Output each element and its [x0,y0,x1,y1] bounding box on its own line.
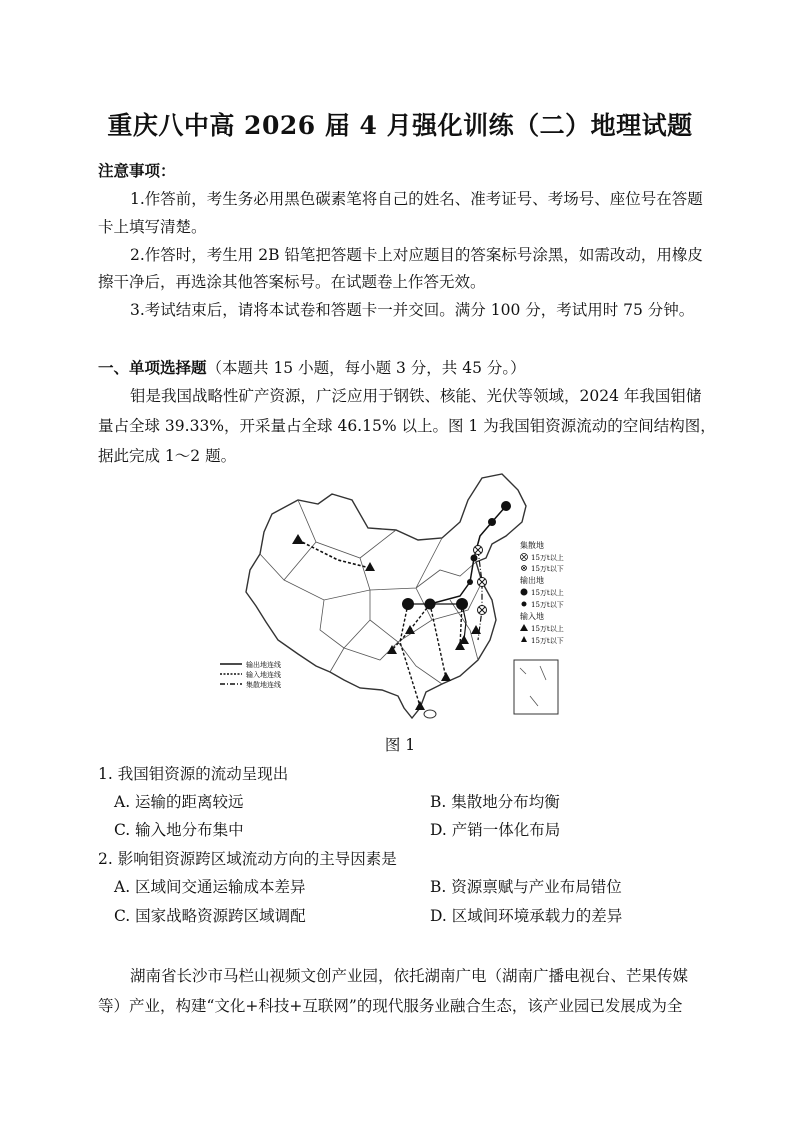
question-1-option-a: A. 运输的距离较远 [114,793,244,811]
legend-output-large: 15万t以上 [531,589,564,597]
section-heading [98,358,704,378]
map-svg [220,470,580,720]
notice-item-2-cont: 擦干净后，再选涂其他答案标号。在试题卷上作答无效。 [98,273,486,291]
legend-input: 输入地 [520,612,544,621]
section-title: 一、单项选择题 [98,358,207,377]
exam-title: 重庆八中高 2026 届 4 月强化训练（二）地理试题 [107,111,693,140]
passage-1-line-2: 量占全球 39.33%，开采量占全球 46.15% 以上。图 1 为我国钼资源流动的空间结构图， [98,417,716,435]
question-1-stem: 1. 我国钼资源的流动呈现出 [98,765,289,783]
china-outline [246,474,526,718]
input-line [392,604,462,706]
figure-caption: 图 1 [384,736,416,754]
notice-item-2: 2.作答时，考生用 2B 铅笔把答题卡上对应题目的答案标号涂黑，如需改动，用橡皮 [130,246,703,264]
legend-input-line: 输入地连线 [246,671,281,679]
hainan-island [424,710,436,718]
question-2-stem: 2. 影响钼资源跨区域流动方向的主导因素是 [98,850,397,868]
question-1-option-c: C. 输入地分布集中 [114,821,244,839]
legend-input-small-icon [521,636,527,642]
legend-input-large-icon [520,624,528,631]
gather-line [478,550,482,640]
output-large-marker [456,598,468,610]
inset-islands [520,666,546,706]
output-small-marker [467,579,473,585]
molybdenum-flow-map [220,470,580,720]
notice-heading: 注意事项： [98,161,176,180]
legend-output-line: 输出地连线 [246,661,281,669]
output-small-marker [471,555,478,562]
legend-gather-line: 集散地连线 [246,681,281,689]
notice-item-1: 1.作答前，考生务必用黑色碳素笔将自己的姓名、准考证号、考场号、座位号在答题 [130,190,703,208]
section-note: （本题共 15 小题，每小题 3 分，共 45 分。） [206,359,526,377]
legend-gather: 集散地 [520,541,544,550]
passage-2-line-2: 等）产业，构建“文化+科技+互联网”的现代服务业融合生态，该产业园已发展成为全 [98,997,683,1015]
notice-item-1-cont: 卡上填写清楚。 [98,218,207,236]
legend-input-small: 15万t以下 [531,637,564,645]
output-large-marker [501,501,511,511]
legend-gather-small-icon [522,566,527,571]
legend-output-small-icon [522,602,527,607]
passage-1-line-3: 据此完成 1～2 题。 [98,447,237,465]
legend-gather-large-icon [521,554,528,561]
output-large-marker [402,598,414,610]
output-large-marker [488,518,496,526]
question-2-option-d: D. 区域间环境承载力的差异 [430,907,623,925]
question-2-option-a: A. 区域间交通运输成本差异 [114,878,306,896]
legend-output-small: 15万t以下 [531,601,564,609]
legend-output: 输出地 [520,576,544,585]
legend-output-large-icon [521,589,528,596]
legend-gather-large: 15万t以上 [531,554,564,562]
legend-input-large: 15万t以上 [531,625,564,633]
passage-1-line-1: 钼是我国战略性矿产资源，广泛应用于钢铁、核能、光伏等领域，2024 年我国钼储 [130,387,702,405]
question-1-option-b: B. 集散地分布均衡 [430,793,560,811]
legend-gather-small: 15万t以下 [531,565,564,573]
input-line [298,540,370,568]
question-1-option-d: D. 产销一体化布局 [430,821,561,839]
input-marker [292,534,481,710]
notice-item-3: 3.考试结束后，请将本试卷和答题卡一并交回。满分 100 分，考试用时 75 分钟。 [130,301,695,319]
question-2-option-c: C. 国家战略资源跨区域调配 [114,907,306,925]
output-large-marker [425,599,436,610]
passage-2-line-1: 湖南省长沙市马栏山视频文创产业园，依托湖南广电（湖南广播电视台、芒果传媒 [130,967,689,985]
question-2-option-b: B. 资源禀赋与产业布局错位 [430,878,622,896]
